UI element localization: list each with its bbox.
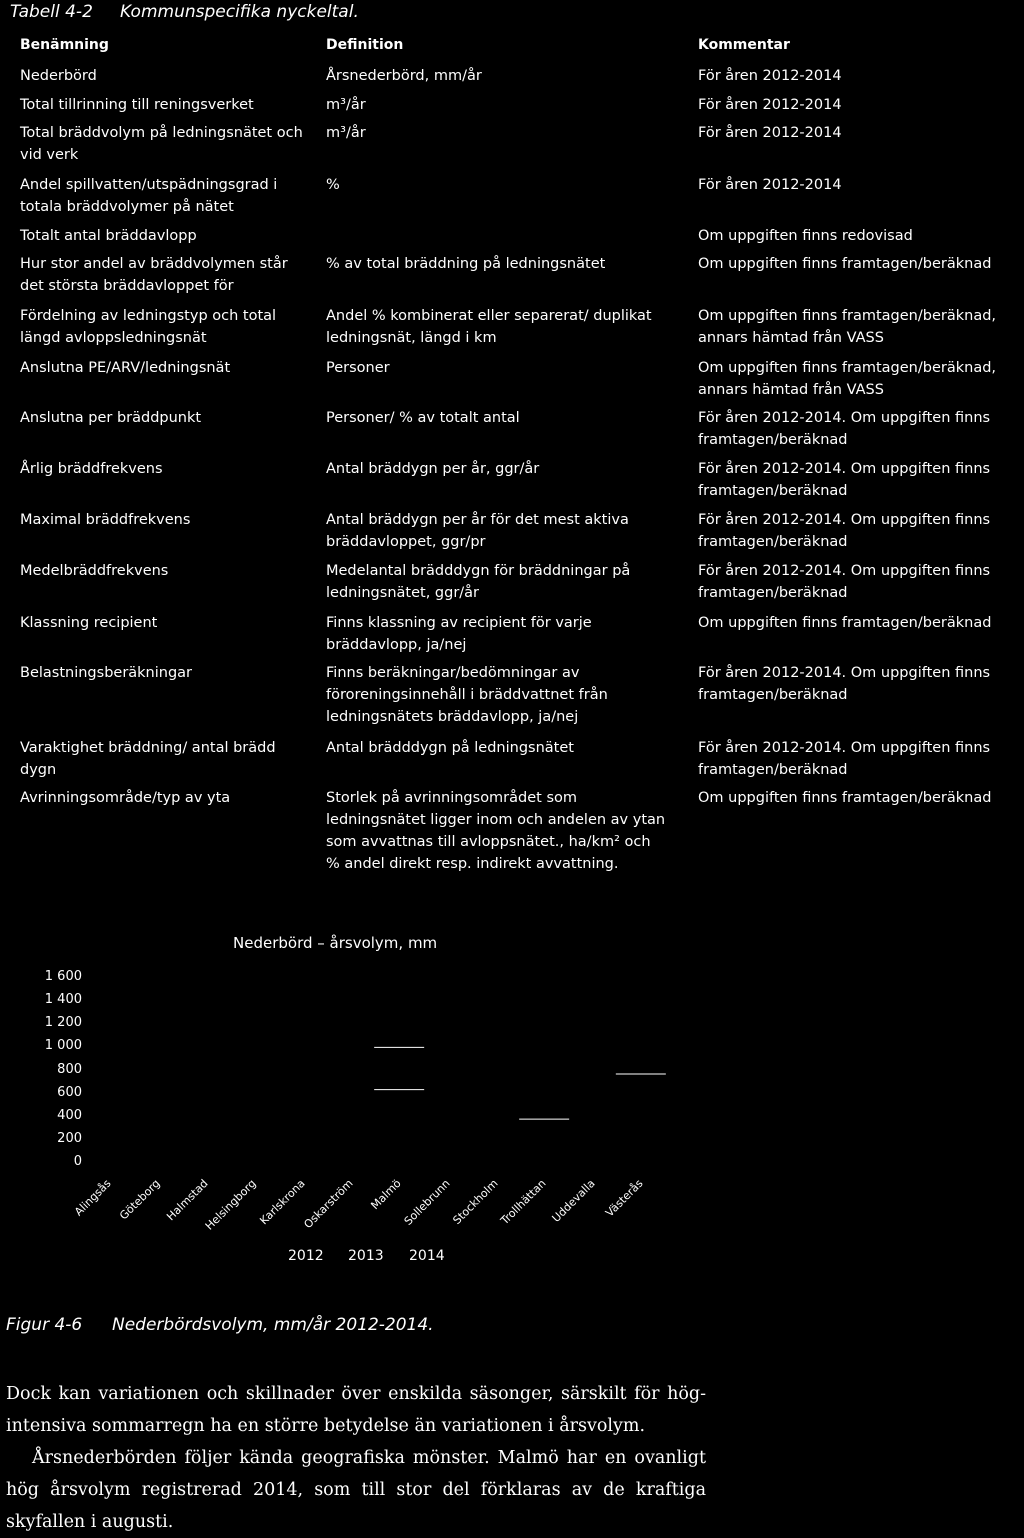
table-cell-definition: m³/år xyxy=(326,97,366,113)
table-cell-name: Medelbräddfrekvens xyxy=(20,563,169,579)
table-cell-definition: Antal brädddygn på ledningsnätet xyxy=(326,740,574,756)
table-caption-label: Tabell 4-2 xyxy=(10,2,93,22)
table-cell-name: Klassning recipient xyxy=(20,615,158,631)
header-definition: Definition xyxy=(326,37,404,53)
table-cell-definition: Årsnederbörd, mm/år xyxy=(326,68,482,84)
y-tick-label: 600 xyxy=(57,1084,82,1100)
table-cell-definition: m³/år xyxy=(326,125,366,141)
table-cell-name: Anslutna PE/ARV/ledningsnät xyxy=(20,360,231,376)
table-cell-definition: Personer xyxy=(326,360,390,376)
table-cell-definition: Medelantal brädddygn för bräddningar på ledningsnätet, ggr/år xyxy=(326,563,631,601)
table-cell-comment: För åren 2012-2014 xyxy=(698,68,842,84)
y-tick-label: 1 400 xyxy=(44,992,82,1008)
x-tick-label: Helsingborg xyxy=(202,1176,259,1233)
y-tick-label: 200 xyxy=(57,1130,82,1146)
table-cell-name: Avrinningsområde/typ av yta xyxy=(20,790,231,806)
body-text xyxy=(6,1378,706,1538)
x-tick-label: Västerås xyxy=(602,1176,646,1220)
table-cell-definition: % xyxy=(326,177,340,193)
header-name: Benämning xyxy=(20,37,109,53)
x-tick-label: Alingsås xyxy=(72,1176,114,1219)
table-cell-comment: För åren 2012-2014. Om uppgiften finns framtagen/beräknad xyxy=(698,665,991,703)
figure-caption-label: Figur 4-6 xyxy=(6,1315,83,1335)
x-tick-label: Halmstad xyxy=(164,1176,211,1224)
header-comment: Kommentar xyxy=(698,37,790,53)
table-cell-definition: Personer/ % av totalt antal xyxy=(326,410,520,426)
table-cell-definition: % av total bräddning på ledningsnätet xyxy=(326,256,606,272)
table-cell-definition: Antal bräddygn per år för det mest aktiva bräddavloppet, ggr/pr xyxy=(326,512,629,550)
table-cell-comment: Om uppgiften finns framtagen/beräknad xyxy=(698,615,992,631)
y-tick-label: 1 600 xyxy=(44,969,82,984)
table-cell-comment: För åren 2012-2014. Om uppgiften finns framtagen/beräknad xyxy=(698,410,991,448)
table-cell-comment: För åren 2012-2014 xyxy=(698,177,842,193)
y-tick-label: 0 xyxy=(73,1154,82,1169)
legend-item-2012: 2012 xyxy=(288,1248,324,1264)
table-cell-definition: Finns beräkningar/bedömningar av föroreningsinnehåll i bräddvattnet från ledningsnätets bräddavlopp, ja/nej xyxy=(326,665,608,725)
table-cell-name: Hur stor andel av bräddvolymen står det största bräddavloppet för xyxy=(20,256,288,294)
legend-item-2013: 2013 xyxy=(348,1248,384,1264)
table-cell-name: Fördelning av ledningstyp och total längd avloppsledningsnät xyxy=(20,308,277,346)
table-cell-definition: Antal bräddygn per år, ggr/år xyxy=(326,461,540,477)
table-cell-comment: Om uppgiften finns framtagen/beräknad xyxy=(698,256,992,272)
table-cell-name: Nederbörd xyxy=(20,68,97,84)
table-cell-comment: För åren 2012-2014. Om uppgiften finns framtagen/beräknad xyxy=(698,740,991,778)
y-tick-label: 800 xyxy=(57,1061,82,1077)
y-tick-label: 1 200 xyxy=(44,1015,82,1031)
x-tick-label: Oskarström xyxy=(301,1176,356,1232)
y-tick-label: 400 xyxy=(57,1107,82,1123)
table-cell-name: Årlig bräddfrekvens xyxy=(20,461,163,477)
table-caption-title: Kommunspecifika nyckeltal. xyxy=(120,2,359,22)
table-cell-comment: För åren 2012-2014 xyxy=(698,125,842,141)
table-cell-comment: Om uppgiften finns redovisad xyxy=(698,228,913,244)
table-cell-comment: För åren 2012-2014. Om uppgiften finns framtagen/beräknad xyxy=(698,563,991,601)
table-cell-comment: Om uppgiften finns framtagen/beräknad, annars hämtad från VASS xyxy=(698,308,997,346)
table-cell-name: Total bräddvolym på ledningsnätet och vid verk xyxy=(20,125,303,163)
x-tick-label: Sollebrunn xyxy=(401,1176,453,1228)
x-tick-label: Uddevalla xyxy=(549,1176,598,1225)
table-cell-comment: Om uppgiften finns framtagen/beräknad, annars hämtad från VASS xyxy=(698,360,997,398)
x-tick-label: Stockholm xyxy=(450,1176,501,1228)
paragraph-1: Dock kan variationen och skillnader över enskilda säsonger, särskilt för hög-intensiva sommarregn ha en större betydelse än variationen i årsvolym. xyxy=(6,1384,706,1436)
table-cell-name: Varaktighet bräddning/ antal brädd dygn xyxy=(20,740,276,778)
table-cell-definition: Storlek på avrinningsområdet som ledningsnätet ligger inom och andelen av ytan som avvattnas till avloppsnätet., ha/km² och % andel direkt resp. indirekt avvattning. xyxy=(326,790,666,872)
x-tick-label: Göteborg xyxy=(116,1176,163,1223)
table-cell-definition: Andel % kombinerat eller separerat/ duplikat ledningsnät, längd i km xyxy=(326,308,652,346)
y-tick-label: 1 000 xyxy=(44,1038,82,1054)
table-cell-name: Anslutna per bräddpunkt xyxy=(20,410,202,426)
legend-item-2014: 2014 xyxy=(409,1248,445,1264)
x-tick-label: Malmö xyxy=(368,1176,404,1213)
table-cell-name: Total tillrinning till reningsverket xyxy=(20,97,254,113)
figure-caption-title: Nederbördsvolym, mm/år 2012-2014. xyxy=(112,1315,434,1335)
table-cell-name: Totalt antal bräddavlopp xyxy=(20,228,197,244)
table-cell-comment: För åren 2012-2014 xyxy=(698,97,842,113)
table-cell-definition: Finns klassning av recipient för varje bräddavlopp, ja/nej xyxy=(326,615,592,653)
table-cell-comment: För åren 2012-2014. Om uppgiften finns framtagen/beräknad xyxy=(698,512,991,550)
table-cell-name: Maximal bräddfrekvens xyxy=(20,512,191,528)
x-tick-label: Trollhättan xyxy=(498,1176,549,1228)
chart-title: Nederbörd – årsvolym, mm xyxy=(233,934,438,952)
paragraph-2: Årsnederbörden följer kända geografiska mönster. Malmö har en ovanligt hög årsvolym registrerad 2014, som till stor del förklaras av de kraftiga skyfallen i augusti. xyxy=(6,1448,706,1532)
table-cell-comment: Om uppgiften finns framtagen/beräknad xyxy=(698,790,992,806)
x-tick-label: Karlskrona xyxy=(256,1176,308,1228)
table-cell-name: Andel spillvatten/utspädningsgrad i totala bräddvolymer på nätet xyxy=(20,177,278,215)
table-cell-name: Belastningsberäkningar xyxy=(20,665,193,681)
table-cell-comment: För åren 2012-2014. Om uppgiften finns framtagen/beräknad xyxy=(698,461,991,499)
